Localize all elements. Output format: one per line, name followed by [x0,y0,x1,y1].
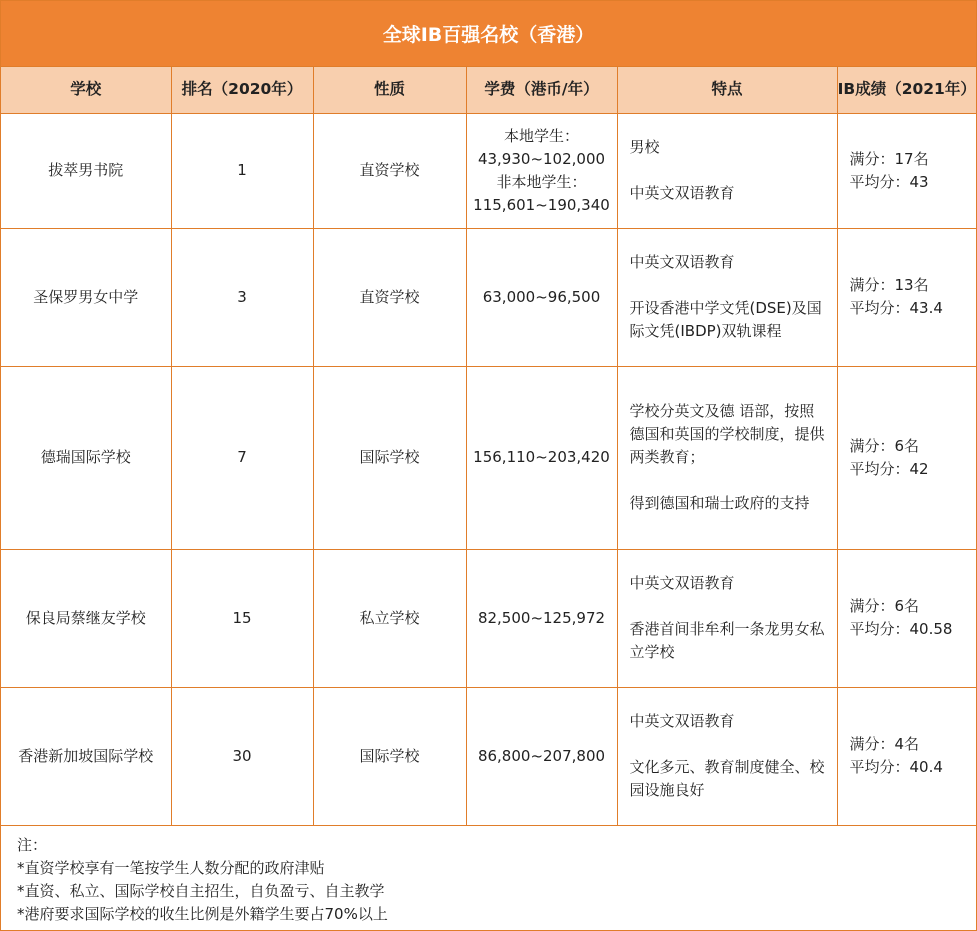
fee-line: 本地学生： [503,126,579,145]
fee-line: 156,110~203,420 [473,448,610,466]
ib-average: 平均分：40.58 [849,620,953,638]
cell-school: 香港新加坡国际学校 [1,687,171,825]
ib-full-score: 满分：6名 [849,597,920,615]
table-row [1,366,976,549]
ib-full-score: 满分：4名 [849,735,920,753]
cell-rank: 30 [171,687,313,825]
feature-text: 男校 [629,138,660,156]
cell-features [617,228,837,366]
cell-type: 私立学校 [313,549,466,687]
cell-features [617,687,837,825]
cell-ib-score [837,113,976,228]
header-school: 学校 [1,67,171,113]
note-line: *直资、私立、国际学校自主招生，自负盈亏、自主教学 [17,881,385,900]
ib-full-score: 满分：13名 [849,276,929,294]
ib-average: 平均分：43.4 [849,299,943,317]
fee-line: 63,000~96,500 [482,287,601,306]
ib-full-score: 满分：17名 [849,149,929,168]
notes-section [1,826,976,926]
cell-fee [466,549,617,687]
fee-line: 115,601~190,340 [473,195,610,214]
cell-rank: 15 [171,549,313,687]
table-row [1,687,976,825]
cell-school: 圣保罗男女中学 [1,228,171,366]
fee-line: 43,930~102,000 [477,149,606,168]
feature-text: 学校分英文及德 语部，按照德国和英国的学校制度，提供两类教育； [629,402,825,466]
note-line: *直资学校享有一笔按学生人数分配的政府津贴 [17,858,325,877]
cell-fee [466,228,617,366]
header-fee: 学费（港币/年） [466,67,617,113]
cell-features [617,366,837,549]
cell-type: 直资学校 [313,113,466,228]
feature-text: 中英文双语教育 [629,574,735,592]
feature-text: 中英文双语教育 [629,253,735,271]
feature-text: 中英文双语教育 [629,712,735,730]
schools-table [1,67,976,826]
fee-line: 86,800~207,800 [477,746,606,765]
cell-school: 拔萃男书院 [1,113,171,228]
cell-ib-score [837,549,976,687]
ib-full-score: 满分：6名 [849,436,920,455]
cell-ib-score [837,366,976,549]
cell-features [617,113,837,228]
table-row [1,228,976,366]
feature-text: 香港首间非牟利一条龙男女私立学校 [629,620,825,661]
cell-type: 国际学校 [313,366,466,549]
cell-school: 保良局蔡继友学校 [1,549,171,687]
header-ib-score: IB成绩（2021年） [837,67,976,113]
header-type: 性质 [313,67,466,113]
cell-fee [466,366,617,549]
cell-rank: 3 [171,228,313,366]
fee-line: 非本地学生： [496,172,587,191]
notes-heading: 注： [17,835,48,854]
feature-text: 文化多元、教育制度健全、校园设施良好 [629,758,825,799]
feature-text: 开设香港中学文凭(DSE)及国际文凭(IBDP)双轨课程 [629,299,822,340]
cell-ib-score [837,228,976,366]
cell-features [617,549,837,687]
ib-average: 平均分：43 [849,172,929,191]
cell-school: 德瑞国际学校 [1,366,171,549]
cell-rank: 1 [171,113,313,228]
ib-average: 平均分：42 [849,459,929,478]
fee-line: 82,500~125,972 [477,608,606,627]
cell-fee [466,113,617,228]
feature-text: 中英文双语教育 [629,184,735,202]
cell-type: 国际学校 [313,687,466,825]
header-features: 特点 [617,67,837,113]
ib-average: 平均分：40.4 [849,758,943,776]
note-line: *港府要求国际学校的收生比例是外籍学生要占70%以上 [17,904,388,923]
cell-type: 直资学校 [313,228,466,366]
header-rank: 排名（2020年） [171,67,313,113]
cell-ib-score [837,687,976,825]
header-row [1,67,976,113]
table-row [1,113,976,228]
cell-fee [466,687,617,825]
table-row [1,549,976,687]
cell-rank: 7 [171,366,313,549]
table-title: 全球IB百强名校（香港） [1,1,976,67]
feature-text: 得到德国和瑞士政府的支持 [629,494,810,512]
